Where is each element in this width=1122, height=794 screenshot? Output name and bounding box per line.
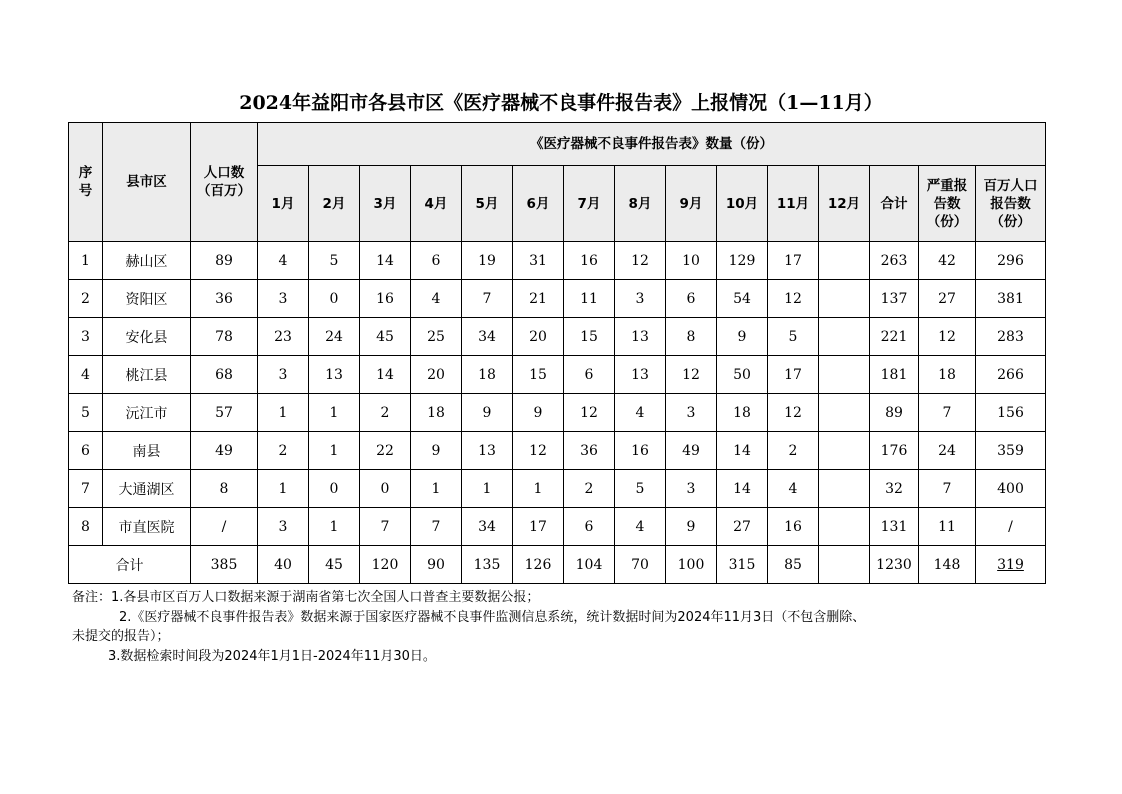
row-month-value: 19	[462, 242, 513, 280]
row-county: 南县	[103, 432, 191, 470]
row-month-value: 0	[309, 470, 360, 508]
row-month-value	[819, 508, 870, 546]
table-row	[69, 432, 1046, 470]
row-total: 89	[870, 394, 919, 432]
row-total: 263	[870, 242, 919, 280]
row-month-value: 17	[768, 356, 819, 394]
row-month-value: 9	[411, 432, 462, 470]
totals-month-value: 126	[513, 546, 564, 584]
row-seq: 5	[69, 394, 103, 432]
row-month-value	[819, 432, 870, 470]
row-month-value: 16	[768, 508, 819, 546]
row-seq: 2	[69, 280, 103, 318]
row-population: 78	[191, 318, 258, 356]
row-month-value: 2	[768, 432, 819, 470]
totals-month-value: 100	[666, 546, 717, 584]
row-population: /	[191, 508, 258, 546]
row-month-value: 15	[564, 318, 615, 356]
row-month-value: 17	[513, 508, 564, 546]
row-month-value: 36	[564, 432, 615, 470]
row-month-value: 18	[462, 356, 513, 394]
row-month-value: 13	[309, 356, 360, 394]
totals-month-value: 70	[615, 546, 666, 584]
row-month-value: 24	[309, 318, 360, 356]
row-month-value: 14	[717, 432, 768, 470]
row-month-value: 3	[615, 280, 666, 318]
row-month-value: 2	[360, 394, 411, 432]
row-county: 桃江县	[103, 356, 191, 394]
row-month-value: 12	[564, 394, 615, 432]
row-serious: 24	[919, 432, 976, 470]
totals-month-value: 90	[411, 546, 462, 584]
totals-serious: 148	[919, 546, 976, 584]
row-per-million: 381	[976, 280, 1046, 318]
row-seq: 3	[69, 318, 103, 356]
totals-total: 1230	[870, 546, 919, 584]
row-month-value: 20	[513, 318, 564, 356]
totals-row	[69, 546, 1046, 584]
row-month-value: 1	[513, 470, 564, 508]
row-month-value: 14	[717, 470, 768, 508]
row-population: 68	[191, 356, 258, 394]
row-per-million: 266	[976, 356, 1046, 394]
row-county: 沅江市	[103, 394, 191, 432]
row-population: 36	[191, 280, 258, 318]
totals-month-value: 104	[564, 546, 615, 584]
row-month-value: 11	[564, 280, 615, 318]
row-serious: 42	[919, 242, 976, 280]
row-county: 赫山区	[103, 242, 191, 280]
header-month: 6月	[513, 166, 564, 242]
row-month-value: 3	[258, 356, 309, 394]
header-month: 12月	[819, 166, 870, 242]
row-month-value	[819, 394, 870, 432]
row-month-value: 17	[768, 242, 819, 280]
row-month-value: 10	[666, 242, 717, 280]
note-3: 3.数据检索时间段为2024年1月1日-2024年11月30日。	[108, 648, 436, 664]
row-month-value: 12	[768, 280, 819, 318]
row-month-value: 6	[564, 508, 615, 546]
row-month-value: 14	[360, 242, 411, 280]
row-month-value: 31	[513, 242, 564, 280]
row-month-value: 12	[513, 432, 564, 470]
row-month-value: 25	[411, 318, 462, 356]
row-month-value: 9	[717, 318, 768, 356]
row-month-value: 49	[666, 432, 717, 470]
header-month: 2月	[309, 166, 360, 242]
table-row	[69, 318, 1046, 356]
row-serious: 7	[919, 470, 976, 508]
header-month: 1月	[258, 166, 309, 242]
row-month-value: 4	[768, 470, 819, 508]
row-seq: 7	[69, 470, 103, 508]
row-serious: 18	[919, 356, 976, 394]
row-month-value: 5	[768, 318, 819, 356]
header-month: 11月	[768, 166, 819, 242]
row-month-value: 3	[666, 470, 717, 508]
row-total: 32	[870, 470, 919, 508]
note-1: 备注：1.各县市区百万人口数据来源于湖南省第七次全国人口普查主要数据公报；	[72, 590, 540, 605]
totals-population: 385	[191, 546, 258, 584]
row-month-value: 23	[258, 318, 309, 356]
header-seq: 序号	[69, 123, 103, 242]
row-month-value: 5	[615, 470, 666, 508]
header-county: 县市区	[103, 123, 191, 242]
row-month-value: 16	[615, 432, 666, 470]
totals-label: 合计	[69, 546, 191, 584]
row-population: 57	[191, 394, 258, 432]
header-total: 合计	[870, 166, 919, 242]
row-per-million: 156	[976, 394, 1046, 432]
row-month-value: 16	[360, 280, 411, 318]
header-month: 3月	[360, 166, 411, 242]
totals-month-value: 85	[768, 546, 819, 584]
header-month: 9月	[666, 166, 717, 242]
row-per-million: /	[976, 508, 1046, 546]
row-month-value: 6	[411, 242, 462, 280]
totals-month-value: 40	[258, 546, 309, 584]
header-month: 5月	[462, 166, 513, 242]
row-seq: 6	[69, 432, 103, 470]
row-total: 131	[870, 508, 919, 546]
row-serious: 27	[919, 280, 976, 318]
row-month-value: 12	[615, 242, 666, 280]
row-month-value: 13	[462, 432, 513, 470]
totals-month-value: 135	[462, 546, 513, 584]
note-2-cont: 未提交的报告）；	[72, 629, 170, 644]
header-month: 7月	[564, 166, 615, 242]
row-month-value: 18	[717, 394, 768, 432]
row-per-million: 359	[976, 432, 1046, 470]
row-month-value: 45	[360, 318, 411, 356]
row-per-million: 283	[976, 318, 1046, 356]
row-month-value	[819, 242, 870, 280]
row-per-million: 296	[976, 242, 1046, 280]
row-month-value: 2	[258, 432, 309, 470]
table-body	[69, 242, 1046, 584]
row-per-million: 400	[976, 470, 1046, 508]
row-month-value: 7	[411, 508, 462, 546]
row-population: 8	[191, 470, 258, 508]
totals-month-value: 120	[360, 546, 411, 584]
row-month-value: 13	[615, 356, 666, 394]
row-month-value: 3	[258, 508, 309, 546]
row-month-value: 50	[717, 356, 768, 394]
row-month-value: 6	[666, 280, 717, 318]
row-month-value: 34	[462, 318, 513, 356]
table-row	[69, 508, 1046, 546]
row-month-value	[819, 318, 870, 356]
note-2: 2.《医疗器械不良事件报告表》数据来源于国家医疗器械不良事件监测信息系统，统计数据时间为2024年11月3日（不包含删除、	[119, 609, 866, 625]
row-month-value: 16	[564, 242, 615, 280]
row-month-value: 4	[258, 242, 309, 280]
totals-per-million: 319	[976, 546, 1046, 584]
row-month-value: 1	[258, 394, 309, 432]
row-month-value: 18	[411, 394, 462, 432]
report-table	[68, 122, 1046, 584]
row-month-value: 21	[513, 280, 564, 318]
row-county: 市直医院	[103, 508, 191, 546]
row-month-value: 27	[717, 508, 768, 546]
row-month-value: 4	[615, 508, 666, 546]
row-month-value: 7	[462, 280, 513, 318]
row-month-value: 0	[309, 280, 360, 318]
row-month-value: 13	[615, 318, 666, 356]
row-serious: 12	[919, 318, 976, 356]
row-month-value: 1	[258, 470, 309, 508]
row-month-value: 1	[309, 508, 360, 546]
row-seq: 1	[69, 242, 103, 280]
row-month-value: 5	[309, 242, 360, 280]
page-title: 2024年益阳市各县市区《医疗器械不良事件报告表》上报情况（1—11月）	[239, 92, 883, 114]
row-month-value: 9	[513, 394, 564, 432]
row-county: 资阳区	[103, 280, 191, 318]
row-total: 181	[870, 356, 919, 394]
row-serious: 7	[919, 394, 976, 432]
row-total: 221	[870, 318, 919, 356]
row-month-value: 9	[462, 394, 513, 432]
row-month-value: 9	[666, 508, 717, 546]
totals-month-value: 45	[309, 546, 360, 584]
table-row	[69, 356, 1046, 394]
row-month-value: 12	[666, 356, 717, 394]
totals-month-value	[819, 546, 870, 584]
header-month: 4月	[411, 166, 462, 242]
header-per-million: 百万人口报告数（份）	[976, 166, 1046, 242]
row-county: 安化县	[103, 318, 191, 356]
table-row	[69, 394, 1046, 432]
row-month-value: 4	[411, 280, 462, 318]
row-month-value: 54	[717, 280, 768, 318]
row-total: 137	[870, 280, 919, 318]
header-month: 10月	[717, 166, 768, 242]
row-month-value: 129	[717, 242, 768, 280]
row-month-value: 1	[411, 470, 462, 508]
row-seq: 4	[69, 356, 103, 394]
row-month-value: 2	[564, 470, 615, 508]
row-county: 大通湖区	[103, 470, 191, 508]
row-month-value: 20	[411, 356, 462, 394]
row-month-value	[819, 470, 870, 508]
header-serious: 严重报告数（份）	[919, 166, 976, 242]
row-month-value	[819, 356, 870, 394]
row-month-value: 7	[360, 508, 411, 546]
row-total: 176	[870, 432, 919, 470]
header-population: 人口数（百万）	[191, 123, 258, 242]
table-row	[69, 470, 1046, 508]
row-month-value: 1	[462, 470, 513, 508]
row-month-value: 14	[360, 356, 411, 394]
row-month-value: 12	[768, 394, 819, 432]
row-seq: 8	[69, 508, 103, 546]
row-population: 89	[191, 242, 258, 280]
totals-month-value: 315	[717, 546, 768, 584]
row-month-value: 1	[309, 394, 360, 432]
row-month-value: 0	[360, 470, 411, 508]
notes	[72, 588, 1052, 666]
row-serious: 11	[919, 508, 976, 546]
row-month-value: 8	[666, 318, 717, 356]
row-month-value	[819, 280, 870, 318]
row-month-value: 6	[564, 356, 615, 394]
row-month-value: 4	[615, 394, 666, 432]
table-row	[69, 242, 1046, 280]
row-month-value: 3	[258, 280, 309, 318]
table-row	[69, 280, 1046, 318]
header-month: 8月	[615, 166, 666, 242]
row-month-value: 34	[462, 508, 513, 546]
row-month-value: 22	[360, 432, 411, 470]
table-header	[69, 123, 1046, 242]
row-population: 49	[191, 432, 258, 470]
header-group: 《医疗器械不良事件报告表》数量（份）	[258, 123, 1046, 166]
row-month-value: 1	[309, 432, 360, 470]
row-month-value: 3	[666, 394, 717, 432]
row-month-value: 15	[513, 356, 564, 394]
